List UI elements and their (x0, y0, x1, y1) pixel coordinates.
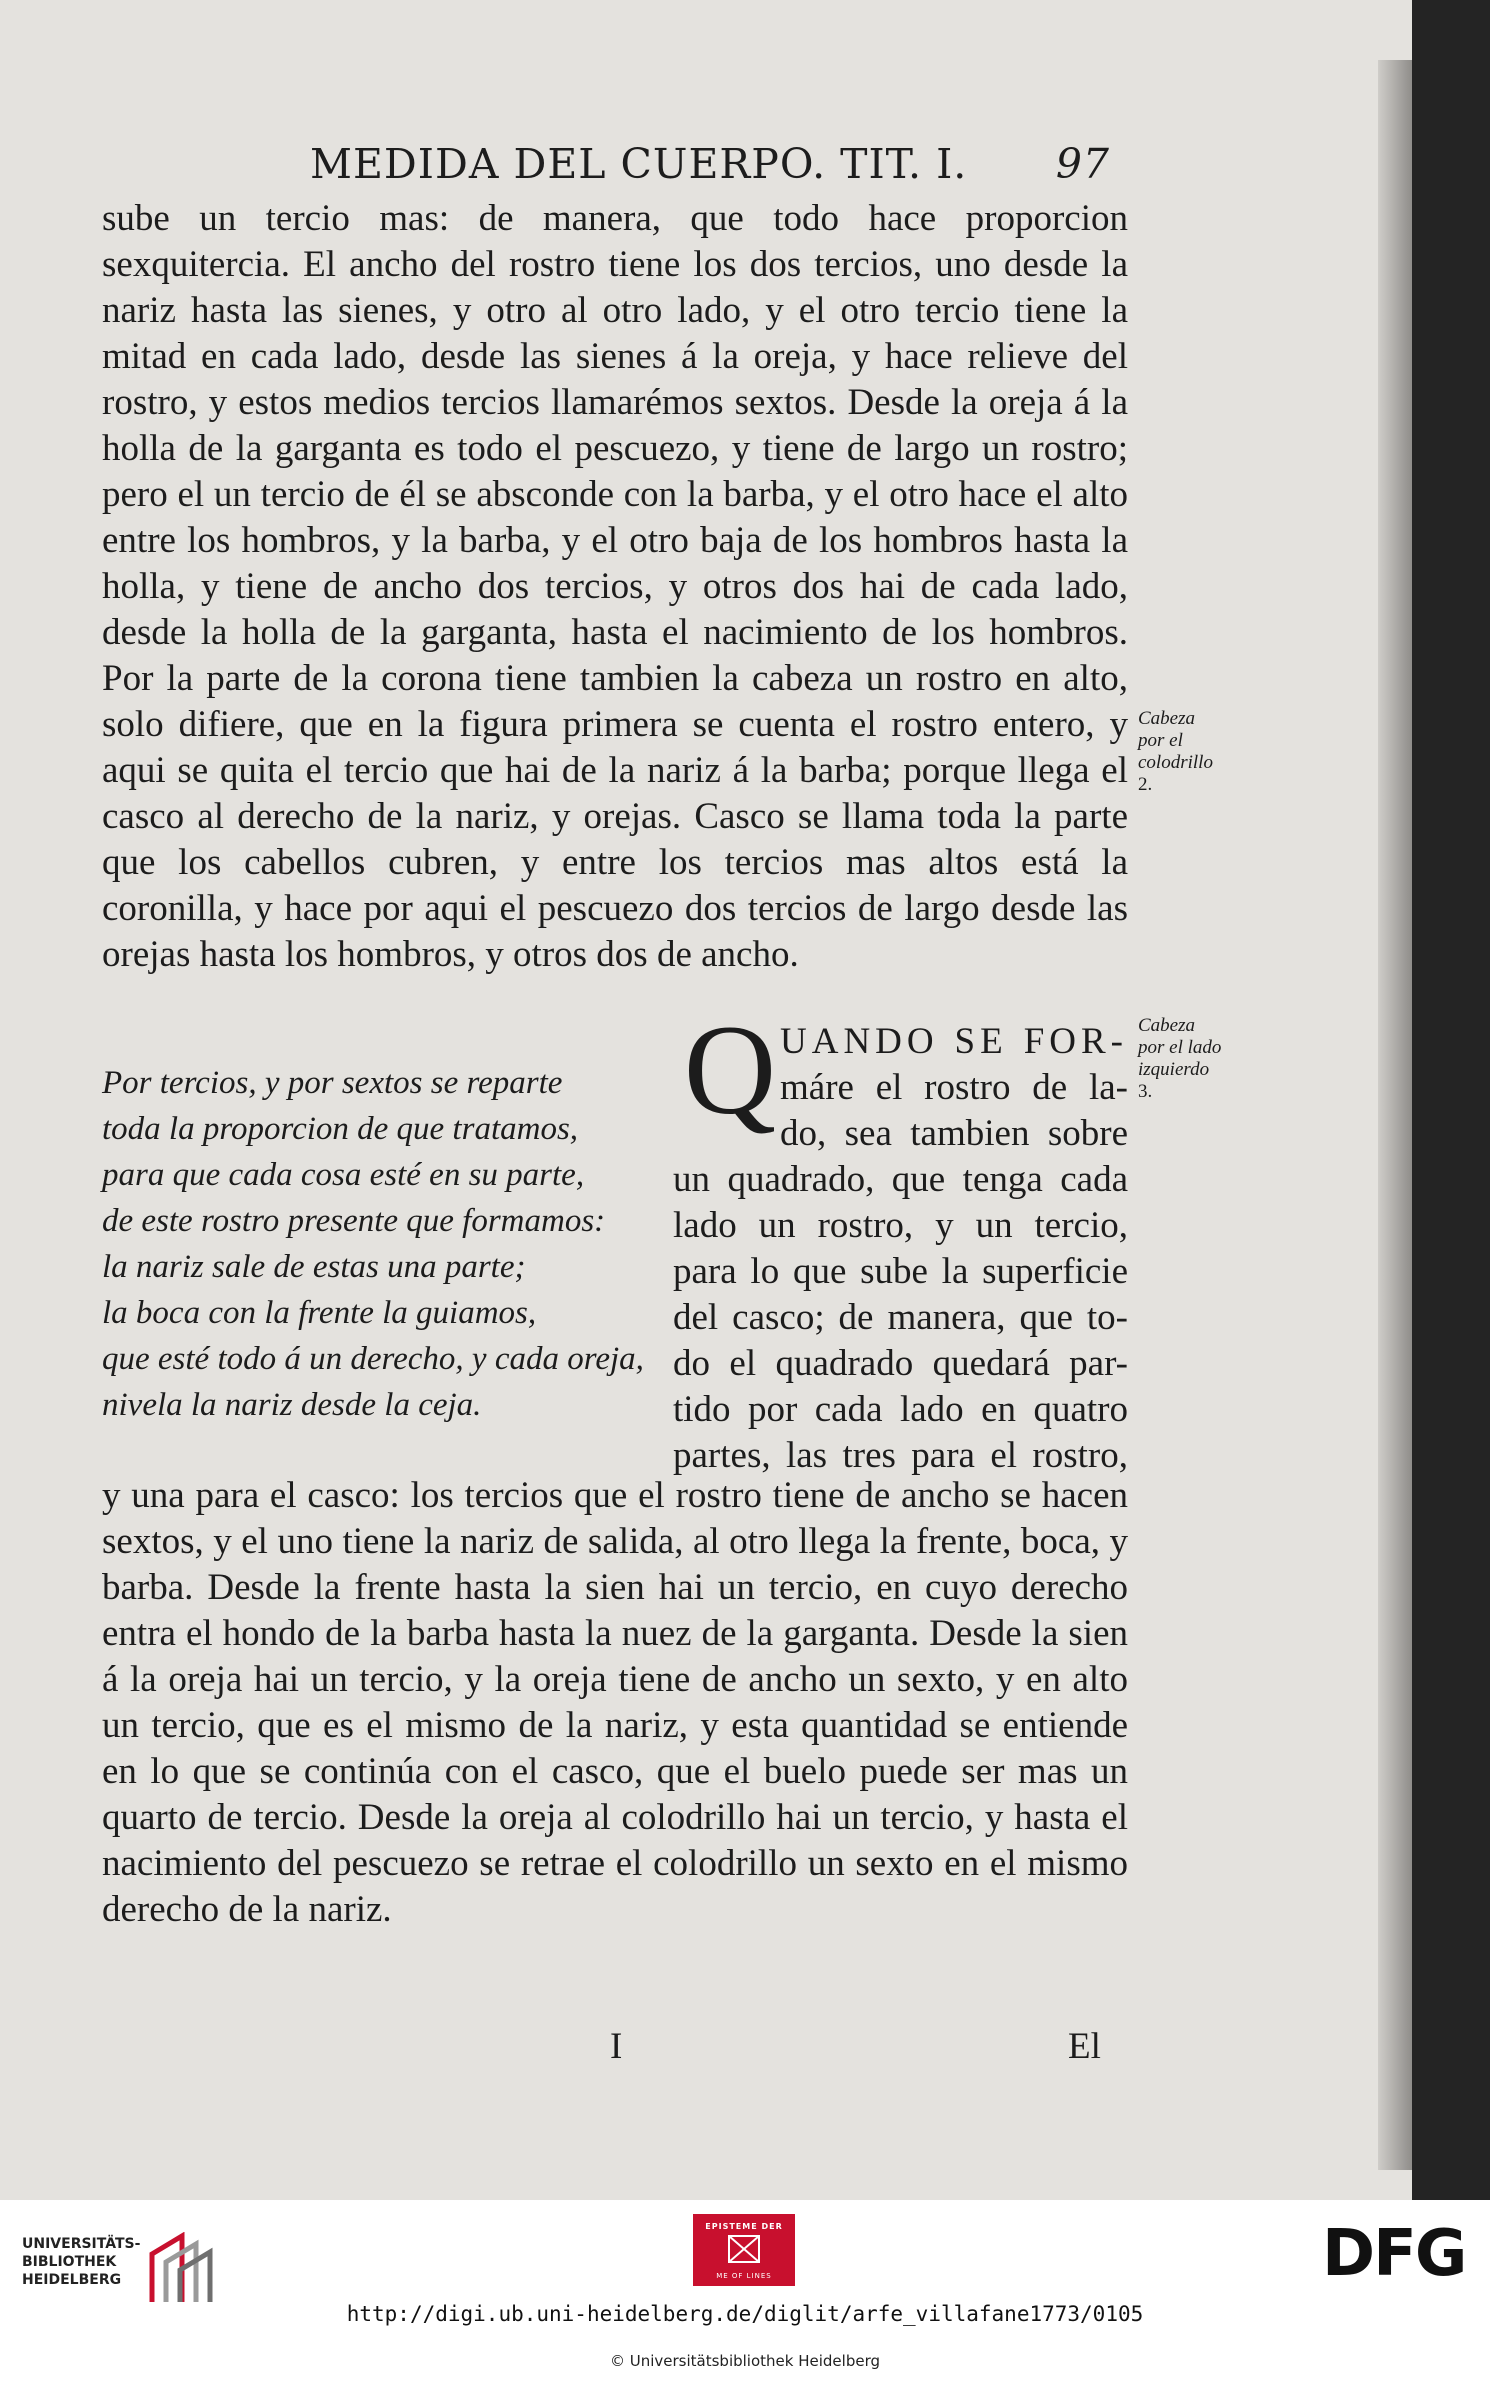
margin-note-colodrillo (1138, 708, 1226, 796)
running-head: MEDIDA DEL CUERPO. TIT. I. (310, 140, 968, 188)
poem-stanza (102, 1060, 662, 1428)
text-line: del casco; de manera, que to- (673, 1297, 1128, 1338)
viewer-footer (0, 2200, 1490, 2387)
drop-cap: Q (683, 999, 777, 1141)
ub-logo-text: UNIVERSITÄTS- BIBLIOTHEK HEIDELBERG (22, 2236, 141, 2288)
margin-note-text: Cabeza por el lado izquierdo (1138, 1015, 1222, 1080)
text-line: lado un rostro, y un tercio, (673, 1205, 1128, 1246)
text-line: UANDO SE FOR- (780, 1021, 1128, 1062)
episteme-logo-top: EPISTEME DER (705, 2222, 783, 2231)
page-number: 97 (1055, 140, 1110, 188)
margin-note-text: Cabeza por el colodrillo (1138, 708, 1213, 773)
episteme-logo[interactable] (693, 2214, 795, 2286)
margin-note-number: 2. (1138, 774, 1153, 795)
poem-line: nivela la nariz desde la ceja. (102, 1387, 482, 1423)
right-column-text (673, 1019, 1128, 1479)
text-line: máre el rostro de la- (780, 1067, 1128, 1108)
text-line: do, sea tambien sobre (780, 1113, 1128, 1154)
text-line: para lo que sube la superficie (673, 1251, 1128, 1292)
dfg-logo[interactable]: DFG (1322, 2217, 1466, 2291)
poem-line: de este rostro presente que formamos: (102, 1203, 606, 1239)
catchword: El (1068, 2026, 1101, 2067)
page-header (310, 140, 1110, 190)
paragraph-3: y una para el casco: los tercios que el rostro tiene de ancho se hacen sextos, y el uno tiene la nariz de salida, al otro llega la frente, boca, y barba. Desde la frente hasta la sien hai un tercio, en cuyo derecho entra el hondo de la barba hasta la nuez de la garganta. Desde la sien á la oreja hai un tercio, y la oreja tiene de ancho un sexto, y en alto un tercio, que es el mismo de la nariz, y esta quantidad se entiende en lo que se continúa con el casco, que el buelo puede ser mas un quarto de tercio. Desde la oreja al colodrillo hai un tercio, y hasta el nacimiento del pescuezo se retrae el colodrillo un sexto en el mismo derecho de la nariz. (102, 1475, 1128, 1930)
permalink-url[interactable]: http://digi.ub.uni-heidelberg.de/diglit/arfe_villafane1773/0105 (346, 2302, 1144, 2326)
episteme-emblem-icon (727, 2234, 761, 2264)
text-line: tido por cada lado en quatro (673, 1389, 1128, 1430)
poem-line: la boca con la frente la guiamos, (102, 1295, 537, 1331)
ub-building-icon (148, 2232, 228, 2304)
text-line: un quadrado, que tenga cada (673, 1159, 1128, 1200)
poem-line: Por tercios, y por sextos se reparte (102, 1065, 563, 1101)
poem-line: toda la proporcion de que tratamos, (102, 1111, 579, 1147)
paragraph-1: sube un tercio mas: de manera, que todo hace proporcion sexquitercia. El ancho del rostro tiene los dos tercios, uno desde la nariz hasta las sienes, y otro al otro lado, y el otro tercio tiene la mitad en cada lado, desde las sienes á la oreja, y hace relieve del rostro, y estos medios tercios llamarémos sextos. Desde la oreja á la holla de la garganta es todo el pescuezo, y tiene de largo un rostro; pero el un tercio de él se absconde con la barba, y el otro hace el alto entre los hombros, y la barba, y el otro baja de los hombros hasta la holla, y tiene de ancho dos tercios, y otros dos hai de cada lado, desde la holla de la garganta, hasta el nacimiento de los hombros. Por la parte de la corona tiene tambien la cabeza un rostro en alto, solo difiere, que en la figura primera se cuenta el rostro entero, y aqui se quita el tercio que hai de la nariz á la barba; porque llega el casco al derecho de la nariz, y orejas. Casco se llama toda la parte que los cabellos cubren, y entre los tercios mas altos está la coronilla, y hace por aqui el pescuezo dos tercios de largo desde las orejas hasta los hombros, y otros dos de ancho. (102, 198, 1128, 975)
ub-heidelberg-logo[interactable] (22, 2220, 212, 2300)
poem-line: que esté todo á un derecho, y cada oreja, (102, 1341, 644, 1377)
margin-note-izquierdo (1138, 1015, 1226, 1103)
page-edge-shadow (1378, 60, 1412, 2170)
episteme-logo-bottom: ME OF LINES (716, 2272, 772, 2280)
poem-line: para que cada cosa esté en su parte, (102, 1157, 585, 1193)
text-line: partes, las tres para el rostro, (673, 1435, 1128, 1476)
text-line: do el quadrado quedará par- (673, 1343, 1128, 1384)
copyright-notice: © Universitätsbibliothek Heidelberg (609, 2352, 880, 2370)
signature-mark: I (610, 2026, 623, 2067)
poem-line: la nariz sale de estas una parte; (102, 1249, 526, 1285)
margin-note-number: 3. (1138, 1081, 1153, 1102)
